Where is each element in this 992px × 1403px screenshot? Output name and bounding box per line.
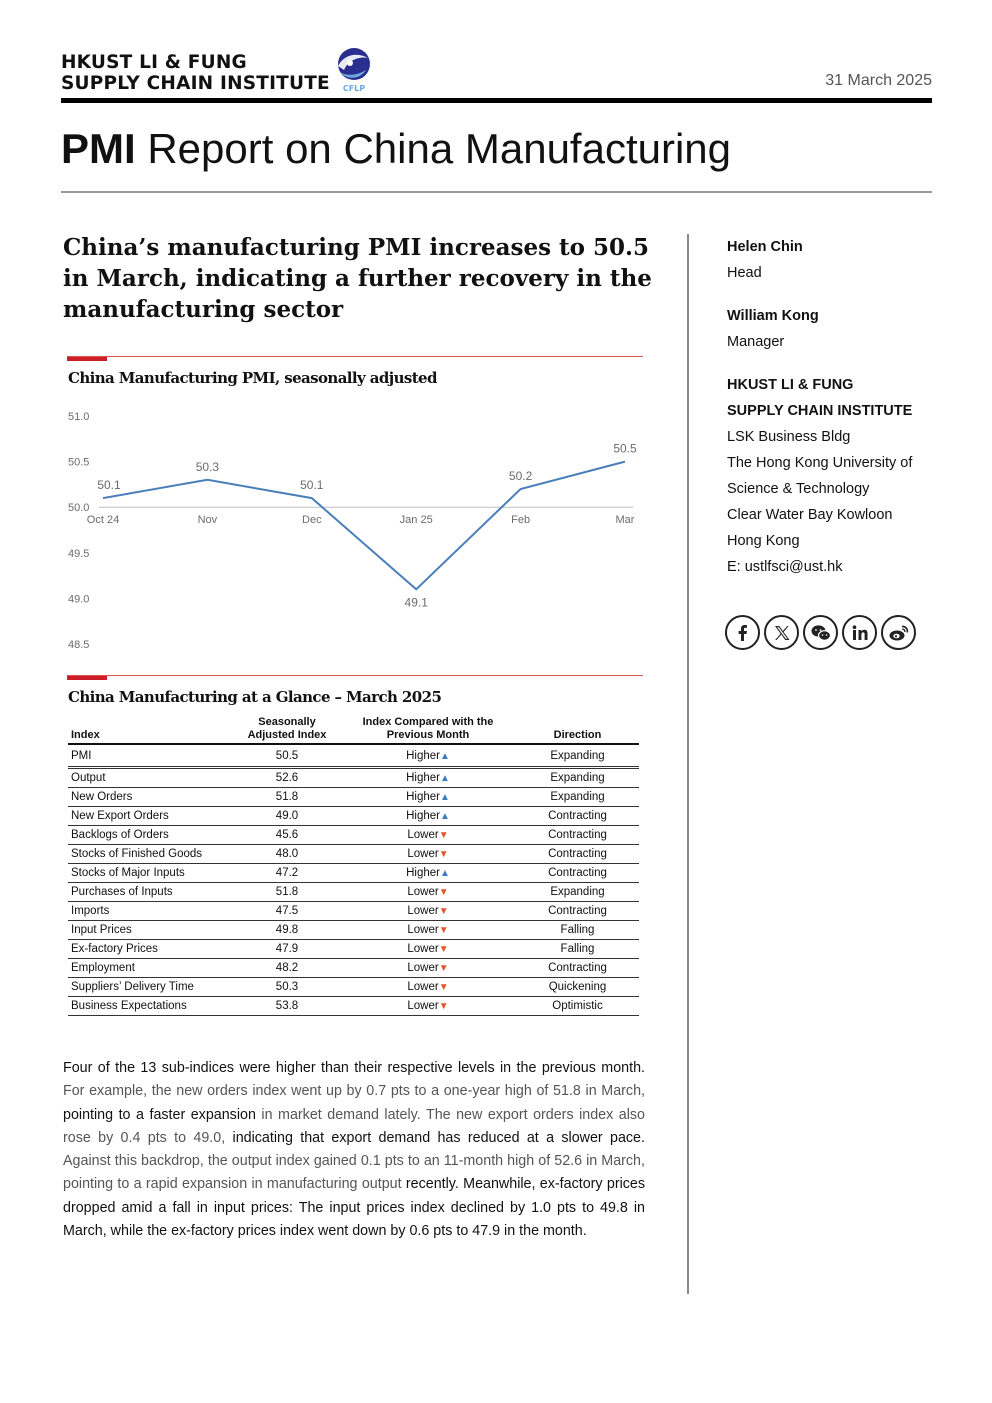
contact-role-2: Manager [727,334,785,350]
data-label: 50.1 [300,478,324,493]
table-row [68,997,639,1016]
x-tick-label: Oct 24 [86,514,120,527]
compare-text: Lower [407,924,439,936]
cflp-logo [332,46,376,94]
x-tick-label: Feb [511,514,531,527]
cell-index: Stocks of Major Inputs [68,864,234,883]
sidebar-contacts [727,234,947,580]
header-rule [61,98,932,103]
table-row [68,788,639,807]
cell-value: 49.0 [234,807,340,826]
org-name [61,52,330,94]
table-row [68,921,639,940]
cell-value: 47.2 [234,864,340,883]
cell-direction: Expanding [516,788,639,807]
cell-direction: Expanding [516,768,639,788]
address-line-5: Hong Kong [727,533,800,549]
cell-direction: Expanding [516,883,639,902]
compare-text: Lower [407,1000,439,1012]
cell-value: 47.9 [234,940,340,959]
cell-direction: Contracting [516,845,639,864]
arrow-down-icon: ▼ [438,849,449,860]
table-row [68,978,639,997]
x-icon[interactable] [764,615,799,650]
header-sa-line2: Adjusted Index [247,729,327,741]
body-s7: recently. Meanwhile, ex-factory prices dropped amid a fall in input prices: The input prices index declined by 1.0 pts to 49.8 in March, while the ex-factory prices index went down by 0.6 pts to 47.9 in the month. [63,1176,646,1240]
table-header-row [68,716,639,744]
cell-index: New Orders [68,788,234,807]
contact-email[interactable]: E: ustlfsci@ust.hk [727,559,843,575]
x-tick-label: Mar [615,514,635,527]
y-tick-label: 50.5 [68,456,90,469]
weibo-icon[interactable] [881,615,916,650]
compare-text: Higher [406,749,440,762]
arrow-down-icon: ▼ [438,963,449,974]
header-index: Index [68,716,234,744]
cell-value: 49.8 [234,921,340,940]
y-tick-label: 50.0 [68,502,90,515]
linkedin-icon[interactable] [842,615,877,650]
compare-text: Lower [407,905,439,917]
wechat-icon[interactable] [803,615,838,650]
org-name-line2: SUPPLY CHAIN INSTITUTE [61,73,330,94]
cell-value: 45.6 [234,826,340,845]
compare-text: Higher [406,810,440,822]
cell-compare [340,978,516,997]
header-cmp-line1: Index Compared with the [362,716,494,728]
header-cmp-line2: Previous Month [386,729,470,741]
title-rule [61,191,932,193]
arrow-down-icon: ▼ [438,944,449,955]
arrow-down-icon: ▼ [438,906,449,917]
arrow-down-icon: ▼ [438,1001,449,1012]
header-direction: Direction [516,716,639,744]
headline: China’s manufacturing PMI increases to 50.5 in March, indicating a further recovery in the manufacturing sector [63,234,652,323]
pmi-line-chart [60,400,650,660]
cell-value: 50.3 [234,978,340,997]
chart-section-rule [67,356,643,357]
cell-direction: Falling [516,921,639,940]
cell-compare [340,807,516,826]
data-label: 50.1 [97,478,121,493]
arrow-up-icon: ▲ [439,868,450,879]
arrow-down-icon: ▼ [438,887,449,898]
data-label: 50.2 [508,468,533,483]
cell-index: Imports [68,902,234,921]
cell-compare [340,826,516,845]
logo-text: CFLP [342,84,366,93]
pmi-series-line [103,459,625,590]
header-seasonally-adjusted [234,716,340,744]
cell-value: 50.5 [234,744,340,768]
cell-compare [340,959,516,978]
cell-direction: Optimistic [516,997,639,1016]
header-compared [340,716,516,744]
cell-direction: Contracting [516,826,639,845]
page-title [61,122,731,176]
cell-direction: Contracting [516,807,639,826]
table-row [68,940,639,959]
sidebar-divider [687,234,689,1294]
cell-index: New Export Orders [68,807,234,826]
cell-index: Employment [68,959,234,978]
cell-index: Purchases of Inputs [68,883,234,902]
cell-value: 48.0 [234,845,340,864]
cell-compare [340,940,516,959]
header-sa-line1: Seasonally [258,716,316,728]
cell-direction: Contracting [516,864,639,883]
cell-direction: Contracting [516,902,639,921]
chart-title: China Manufacturing PMI, seasonally adjusted [68,369,437,387]
glance-table [68,716,639,1016]
body-s6: Against this backdrop, the output index gained 0.1 pts to an 11-month high of 52.6 in March, pointing to a rapid expansion in manufacturing output [63,1153,645,1193]
cell-compare [340,768,516,788]
cell-index: Business Expectations [68,997,234,1016]
address-line-1: LSK Business Bldg [727,429,851,445]
cell-value: 51.8 [234,788,340,807]
contact-name-2: William Kong [727,308,819,324]
cell-compare [340,744,516,768]
compare-text: Higher [406,867,440,879]
cell-index: PMI [68,744,234,768]
y-tick-label: 49.0 [68,593,90,606]
body-s5: indicating that export demand has reduced at a slower pace. [225,1129,645,1146]
arrow-up-icon: ▲ [439,750,450,762]
x-tick-label: Dec [302,514,322,527]
cell-value: 48.2 [234,959,340,978]
compare-text: Lower [407,943,439,955]
compare-text: Higher [406,791,440,803]
address-line-4: Clear Water Bay Kowloon [727,507,893,523]
arrow-down-icon: ▼ [438,925,449,936]
table-title: China Manufacturing at a Glance – March 2025 [68,688,442,706]
table-row [68,883,639,902]
table-row [68,959,639,978]
arrow-up-icon: ▲ [439,773,450,784]
compare-text: Lower [407,886,439,898]
cell-index: Suppliers’ Delivery Time [68,978,234,997]
cell-value: 52.6 [234,768,340,788]
cell-compare [340,902,516,921]
cell-index: Input Prices [68,921,234,940]
table-section-accent [67,676,107,680]
cell-index: Ex-factory Prices [68,940,234,959]
cell-index: Stocks of Finished Goods [68,845,234,864]
chart-section-accent [67,357,107,361]
cell-direction: Expanding [516,744,639,768]
compare-text: Lower [407,981,439,993]
page-title-rest: Report on China Manufacturing [135,125,732,172]
cell-index: Output [68,768,234,788]
body-s3: pointing to a faster expansion [63,1106,256,1123]
cell-index: Backlogs of Orders [68,826,234,845]
cell-compare [340,864,516,883]
compare-text: Lower [407,829,439,841]
y-tick-label: 51.0 [68,411,90,423]
org-name-line1: HKUST LI & FUNG [61,52,247,73]
institute-line1: HKUST LI & FUNG [727,377,854,393]
arrow-up-icon: ▲ [439,792,450,803]
table-row [68,744,639,768]
social-links [725,615,916,649]
body-s4: in market demand lately. The new export orders index also rose by 0.4 pts to 49.0, [63,1106,646,1146]
table-section-rule [67,675,643,676]
data-label: 49.1 [404,595,428,610]
facebook-icon[interactable] [725,615,760,650]
table-row [68,864,639,883]
institute-line2: SUPPLY CHAIN INSTITUTE [727,403,913,419]
compare-text: Higher [406,772,440,784]
compare-text: Lower [407,848,439,860]
cell-value: 53.8 [234,997,340,1016]
compare-text: Lower [407,962,439,974]
y-tick-label: 48.5 [68,639,90,651]
cell-value: 51.8 [234,883,340,902]
report-date: 31 March 2025 [825,72,932,89]
cell-compare [340,845,516,864]
body-s2: For example, the new orders index went up by 0.7 pts to a one-year high of 51.8 in March, [63,1083,645,1100]
table-row [68,826,639,845]
table-row [68,768,639,788]
address-line-2: The Hong Kong University of [727,455,913,471]
x-tick-label: Nov [197,514,218,527]
data-label: 50.5 [613,441,637,456]
cell-compare [340,997,516,1016]
contact-role-1: Head [727,265,762,281]
body-s1: Four of the 13 sub-indices were higher than their respective levels in the previous month. [63,1060,645,1076]
cell-value: 47.5 [234,902,340,921]
y-tick-label: 49.5 [68,547,90,560]
cell-compare [340,788,516,807]
table-row [68,902,639,921]
cell-direction: Quickening [516,978,639,997]
cell-direction: Contracting [516,959,639,978]
contact-name-1: Helen Chin [727,239,803,255]
table-row [68,807,639,826]
data-label: 50.3 [195,459,220,474]
table-row [68,845,639,864]
cell-direction: Falling [516,940,639,959]
arrow-up-icon: ▲ [439,811,450,822]
cell-compare [340,921,516,940]
arrow-down-icon: ▼ [438,982,449,993]
arrow-down-icon: ▼ [438,830,449,841]
cell-compare [340,883,516,902]
page-title-bold: PMI [61,125,136,172]
analysis-paragraph [63,1057,645,1243]
address-line-3: Science & Technology [727,481,870,497]
x-tick-label: Jan 25 [399,514,433,527]
